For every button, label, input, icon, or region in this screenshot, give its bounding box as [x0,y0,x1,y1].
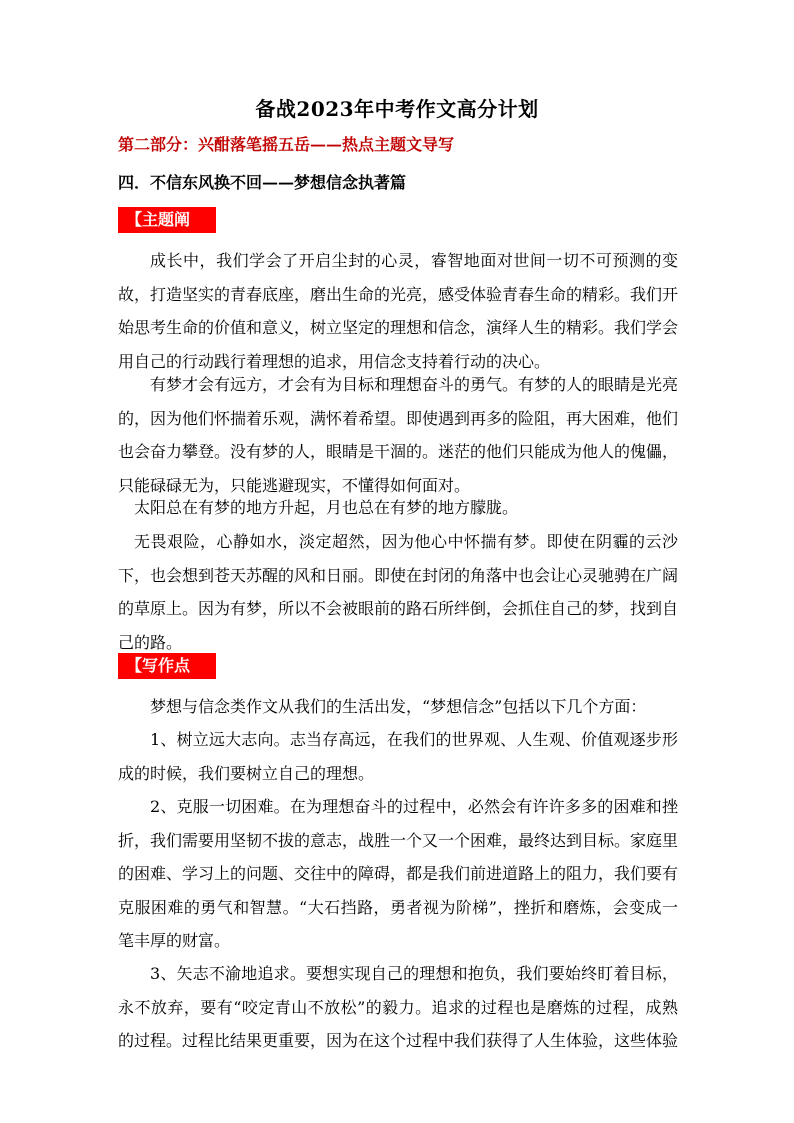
list-item: 1、树立远大志向。志当存高远，在我们的世界观、人生观、价值观逐步形成的时候，我们要树立自己的理想。 [118,730,678,783]
chapter-heading: 四．不信东风换不回——梦想信念执著篇 [118,173,407,192]
section-tag-theme: 【主题阐述】 [118,207,216,233]
document-title: 备战2023年中考作文高分计划 [255,97,539,121]
paragraph: 梦想与信念类作文从我们的生活出发，“梦想信念”包括以下几个方面： [150,697,647,716]
paragraph: 太阳总在有梦的地方升起，月也总在有梦的地方朦胧。 [134,498,519,517]
list-item: 2、克服一切困难。在为理想奋斗的过程中，必然会有许许多多的困难和挫折，我们需要用坚韧不拔的意志，战胜一个又一个困难，最终达到目标。家庭里的困难、学习上的问题、交往中的障碍，都是我们前进道路上的阻力，我们要有克服困难的勇气和智慧。“大石挡路，勇者视为阶梯”，挫折和磨炼，会变成一笔丰厚的财富。 [118,797,679,950]
part-heading: 第二部分：兴酣落笔摇五岳——热点主题文导写 [118,135,455,154]
paragraph: 成长中，我们学会了开启尘封的心灵，睿智地面对世间一切不可预测的变故，打造坚实的青春底座，磨出生命的光亮，感受体验青春生命的精彩。我们开始思考生命的价值和意义，树立坚定的理想和信念，演绎人生的精彩。我们学会用自己的行动践行着理想的追求，用信念支持着行动的决心。 [118,251,679,371]
paragraph: 有梦才会有远方，才会有为目标和理想奋斗的勇气。有梦的人的眼睛是光亮的，因为他们怀揣着乐观，满怀着希望。即使遇到再多的险阻，再大困难，他们也会奋力攀登。没有梦的人，眼睛是干涸的。迷茫的他们只能成为他人的傀儡，只能碌碌无为，只能逃避现实，不懂得如何面对。 [118,375,679,495]
list-item: 3、矢志不渝地追求。要想实现自己的理想和抱负，我们要始终盯着目标，永不放弃，要有“咬定青山不放松”的毅力。追求的过程也是磨炼的过程，成熟的过程。过程比结果更重要，因为在这个过程中我们获得了人生体验，这些体验 [118,964,678,1050]
section-tag-writing-tips: 【写作点拨】 [118,653,216,679]
paragraph: 无畏艰险，心静如水，淡定超然，因为他心中怀揣有梦。即使在阴霾的云沙下，也会想到苍天苏醒的风和日丽。即使在封闭的角落中也会让心灵驰骋在广阔的草原上。因为有梦，所以不会被眼前的路石所绊倒，会抓住自己的梦，找到自己的路。 [118,532,679,652]
